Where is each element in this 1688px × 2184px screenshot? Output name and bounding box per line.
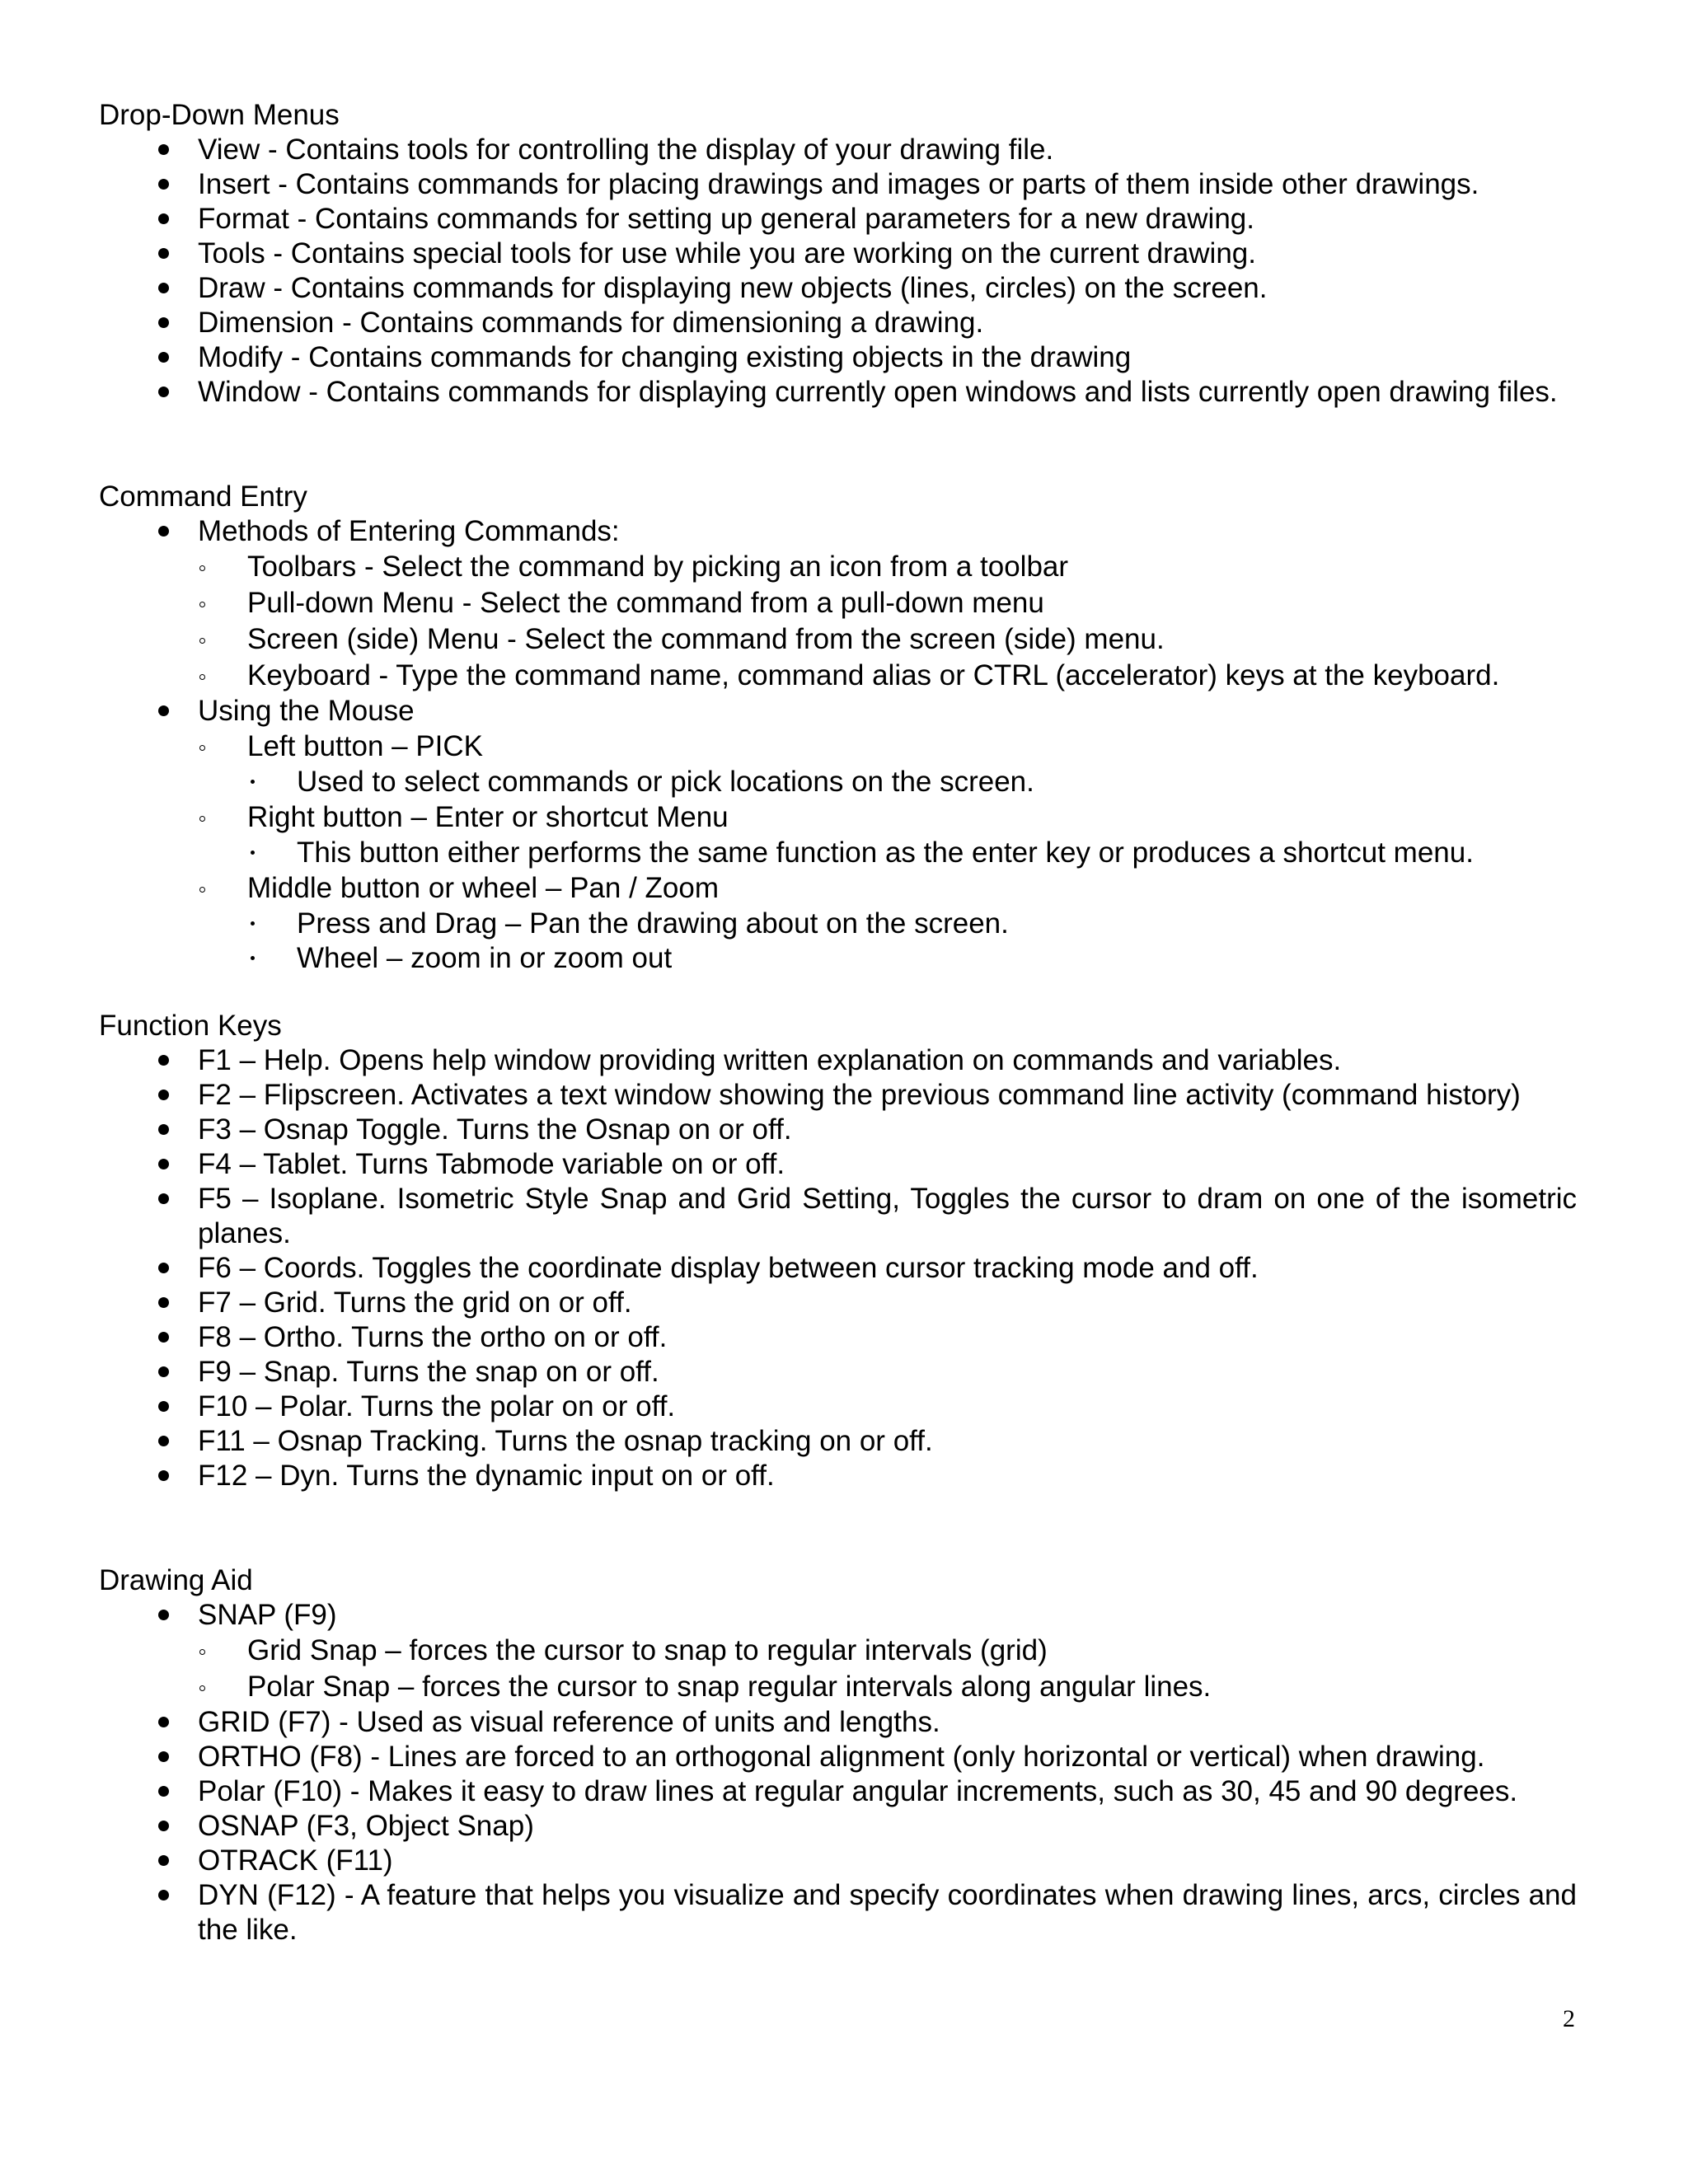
list-item: F1 – Help. Opens help window providing written explanation on commands and variables.	[99, 1043, 1582, 1078]
list-item: DYN (F12) - A feature that helps you visualize and specify coordinates when drawing lines, arcs, circles and the like.	[99, 1878, 1582, 1947]
detail-list	[247, 907, 1582, 976]
list-item: F3 – Osnap Toggle. Turns the Osnap on or off.	[99, 1113, 1582, 1147]
list-item: Tools - Contains special tools for use while you are working on the current drawing.	[99, 237, 1582, 271]
list-item: OTRACK (F11)	[99, 1844, 1582, 1878]
sub-list-item: Pull-down Menu - Select the command from a pull-down menu	[198, 585, 1582, 621]
page-number: 2	[1563, 2005, 1575, 2032]
list-item: Methods of Entering Commands: Toolbars - Select the command by picking an icon from a toolbar Pull-down Menu - Select the command from a pull-down menu Screen (side) Menu - Select the command from the screen (side) menu. Keyboard - Type the command name, command alias or CTRL (accelerator) keys at the keyboard.	[99, 514, 1582, 694]
list-item: Using the Mouse Left button – PICK Used to select commands or pick locations on the screen. Right button – Enter or shortcut Menu This button either performs the same function as the enter key or produces a shortcut menu. Middle button or wheel – Pan / Zoom Press and Drag – Pan the drawing about on the screen. Wheel – zoom in or zoom out	[99, 694, 1582, 976]
list-item: F11 – Osnap Tracking. Turns the osnap tracking on or off.	[99, 1424, 1582, 1459]
detail-list	[247, 765, 1582, 799]
detail-list	[247, 836, 1582, 870]
list-item: F2 – Flipscreen. Activates a text window showing the previous command line activity (command history)	[99, 1078, 1582, 1113]
section-heading: Command Entry	[99, 480, 307, 513]
bullet-list	[99, 133, 1582, 410]
detail-item: This button either performs the same function as the enter key or produces a shortcut menu.	[247, 836, 1582, 870]
list-item: ORTHO (F8) - Lines are forced to an orthogonal alignment (only horizontal or vertical) when drawing.	[99, 1740, 1582, 1774]
detail-item: Press and Drag – Pan the drawing about on the screen.	[247, 907, 1582, 941]
list-item: Modify - Contains commands for changing existing objects in the drawing	[99, 340, 1582, 375]
list-item: Format - Contains commands for setting up general parameters for a new drawing.	[99, 202, 1582, 237]
list-item: View - Contains tools for controlling the display of your drawing file.	[99, 133, 1582, 167]
sub-list-item: Keyboard - Type the command name, command alias or CTRL (accelerator) keys at the keyboard.	[198, 658, 1582, 694]
detail-item: Wheel – zoom in or zoom out	[247, 941, 1582, 976]
section-dropdown-menus	[99, 98, 1582, 410]
list-item: Insert - Contains commands for placing drawings and images or parts of them inside other drawings.	[99, 167, 1582, 202]
bullet-list	[99, 1598, 1582, 1947]
list-item: Window - Contains commands for displaying currently open windows and lists currently open drawing files.	[99, 375, 1582, 410]
sub-list-item: Polar Snap – forces the cursor to snap regular intervals along angular lines.	[198, 1669, 1582, 1705]
sub-list	[198, 549, 1582, 694]
detail-item: Used to select commands or pick locations on the screen.	[247, 765, 1582, 799]
list-item: F9 – Snap. Turns the snap on or off.	[99, 1355, 1582, 1390]
sub-list	[198, 729, 1582, 976]
list-item: F4 – Tablet. Turns Tabmode variable on or off.	[99, 1147, 1582, 1182]
sub-list	[198, 1633, 1582, 1705]
section-heading: Function Keys	[99, 1010, 282, 1042]
list-item: F5 – Isoplane. Isometric Style Snap and Grid Setting, Toggles the cursor to dram on one of the isometric planes.	[99, 1182, 1582, 1251]
section-heading: Drawing Aid	[99, 1564, 253, 1596]
section-drawing-aid	[99, 1563, 1582, 1947]
bullet-list	[99, 514, 1582, 976]
section-command-entry	[99, 480, 1582, 976]
section-heading: Drop-Down Menus	[99, 99, 340, 131]
list-item: F6 – Coords. Toggles the coordinate display between cursor tracking mode and off.	[99, 1251, 1582, 1286]
bullet-list	[99, 1043, 1582, 1493]
list-item: F10 – Polar. Turns the polar on or off.	[99, 1390, 1582, 1424]
section-function-keys	[99, 1009, 1582, 1493]
sub-list-item: Left button – PICK Used to select commands or pick locations on the screen.	[198, 729, 1582, 799]
sub-list-item: Middle button or wheel – Pan / Zoom Press and Drag – Pan the drawing about on the screen. Wheel – zoom in or zoom out	[198, 870, 1582, 976]
sub-list-item: Screen (side) Menu - Select the command from the screen (side) menu.	[198, 621, 1582, 658]
sub-list-item: Toolbars - Select the command by picking an icon from a toolbar	[198, 549, 1582, 585]
sub-list-item: Grid Snap – forces the cursor to snap to regular intervals (grid)	[198, 1633, 1582, 1669]
list-item: F7 – Grid. Turns the grid on or off.	[99, 1286, 1582, 1320]
list-item: OSNAP (F3, Object Snap)	[99, 1809, 1582, 1844]
list-item: SNAP (F9) Grid Snap – forces the cursor to snap to regular intervals (grid) Polar Snap – forces the cursor to snap regular intervals along angular lines.	[99, 1598, 1582, 1705]
list-item: F8 – Ortho. Turns the ortho on or off.	[99, 1320, 1582, 1355]
list-item: GRID (F7) - Used as visual reference of units and lengths.	[99, 1705, 1582, 1740]
list-item: Polar (F10) - Makes it easy to draw lines at regular angular increments, such as 30, 45 and 90 degrees.	[99, 1774, 1582, 1809]
list-item: Dimension - Contains commands for dimensioning a drawing.	[99, 306, 1582, 340]
list-item: F12 – Dyn. Turns the dynamic input on or off.	[99, 1459, 1582, 1493]
sub-list-item: Right button – Enter or shortcut Menu This button either performs the same function as the enter key or produces a shortcut menu.	[198, 799, 1582, 870]
list-item: Draw - Contains commands for displaying new objects (lines, circles) on the screen.	[99, 271, 1582, 306]
